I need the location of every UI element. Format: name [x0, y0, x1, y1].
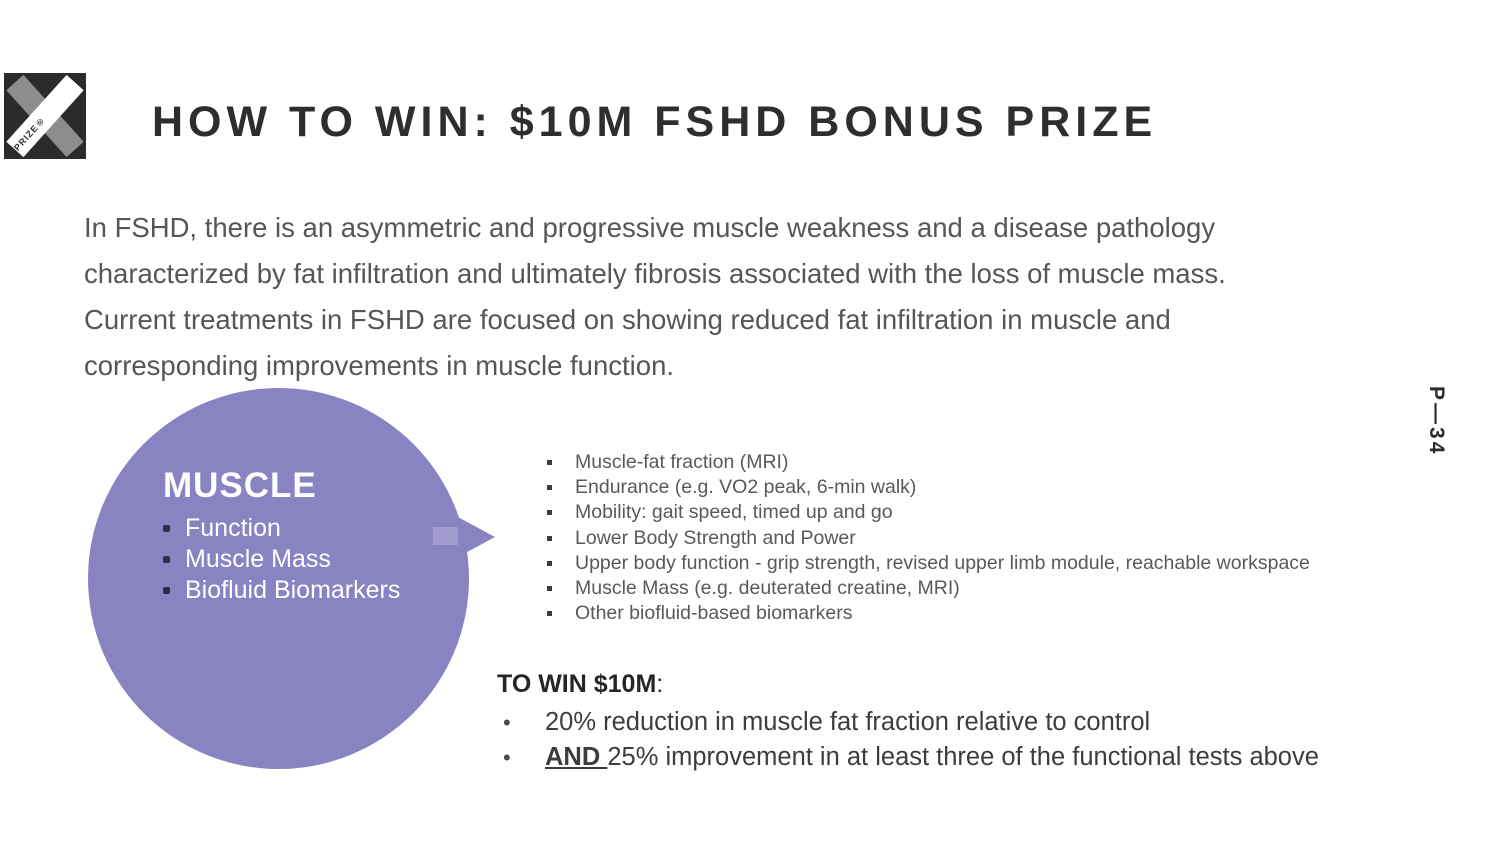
to-win-heading-text: TO WIN $10M [497, 670, 657, 698]
page-title: HOW TO WIN: $10M FSHD BONUS PRIZE [152, 98, 1158, 146]
square-bullet-icon [547, 561, 552, 566]
muscle-bullet-list [163, 513, 400, 606]
to-win-bullet-label: 25% improvement in at least three of the functional tests above [607, 743, 1319, 771]
muscle-bullet-item [163, 513, 400, 544]
intro-line: In FSHD, there is an asymmetric and progressive muscle weakness and a disease pathology [84, 212, 1216, 243]
intro-line: Current treatments in FSHD are focused on showing reduced fat infiltration in muscle and [84, 304, 1171, 335]
flow-arrow-head-icon [458, 517, 495, 557]
muscle-circle [88, 388, 469, 769]
square-bullet-icon [547, 586, 552, 591]
bullet-dot-icon [163, 525, 170, 532]
to-win-heading-colon: : [656, 670, 664, 698]
square-bullet-icon [547, 611, 552, 616]
measure-item [545, 475, 1310, 500]
square-bullet-icon [547, 536, 552, 541]
to-win-bullet-item [497, 705, 1319, 740]
to-win-section [497, 670, 1319, 775]
muscle-bullet-item [163, 575, 400, 606]
measure-label: Other biofluid-based biomarkers [575, 602, 853, 625]
to-win-bullet-item [497, 740, 1319, 775]
measure-item [545, 500, 1310, 525]
to-win-bullet-list [497, 705, 1319, 775]
to-win-bullet-label: 20% reduction in muscle fat fraction relative to control [545, 708, 1151, 736]
muscle-bullet-label: Function [185, 514, 281, 542]
intro-line: corresponding improvements in muscle function. [84, 350, 675, 381]
measure-item [545, 526, 1310, 551]
to-win-bullet-emphasis: AND [545, 743, 608, 771]
measure-label: Muscle-fat fraction (MRI) [575, 451, 789, 473]
measures-list [545, 450, 1310, 626]
round-bullet-icon: • [503, 710, 511, 735]
muscle-bullet-label: Muscle Mass [185, 545, 331, 573]
muscle-heading: MUSCLE [163, 466, 317, 505]
square-bullet-icon [547, 485, 552, 490]
measure-label: Muscle Mass (e.g. deuterated creatine, MRI) [575, 577, 960, 600]
muscle-bullet-item [163, 544, 400, 575]
measure-label: Lower Body Strength and Power [575, 526, 856, 549]
measure-item [545, 450, 1310, 475]
to-win-heading [497, 670, 1319, 699]
bullet-dot-icon [163, 587, 170, 594]
measure-label: Upper body function - grip strength, revised upper limb module, reachable workspace [575, 551, 1310, 574]
measure-label: Mobility: gait speed, timed up and go [575, 501, 893, 524]
square-bullet-icon [547, 460, 552, 465]
measure-item [545, 576, 1310, 601]
measure-label: Endurance (e.g. VO2 peak, 6-min walk) [575, 476, 917, 499]
square-bullet-icon [547, 510, 552, 515]
logo-prize-text: PRIZE® [11, 114, 48, 153]
measure-item [545, 551, 1310, 576]
xprize-logo [4, 73, 86, 159]
measure-item [545, 601, 1310, 626]
page-number: P—34 [1425, 386, 1448, 457]
intro-line: characterized by fat infiltration and ultimately fibrosis associated with the loss of muscle mass. [84, 258, 1226, 289]
muscle-bullet-label: Biofluid Biomarkers [185, 576, 401, 604]
intro-paragraph [84, 205, 1226, 389]
round-bullet-icon: • [503, 745, 511, 770]
bullet-dot-icon [163, 556, 170, 563]
